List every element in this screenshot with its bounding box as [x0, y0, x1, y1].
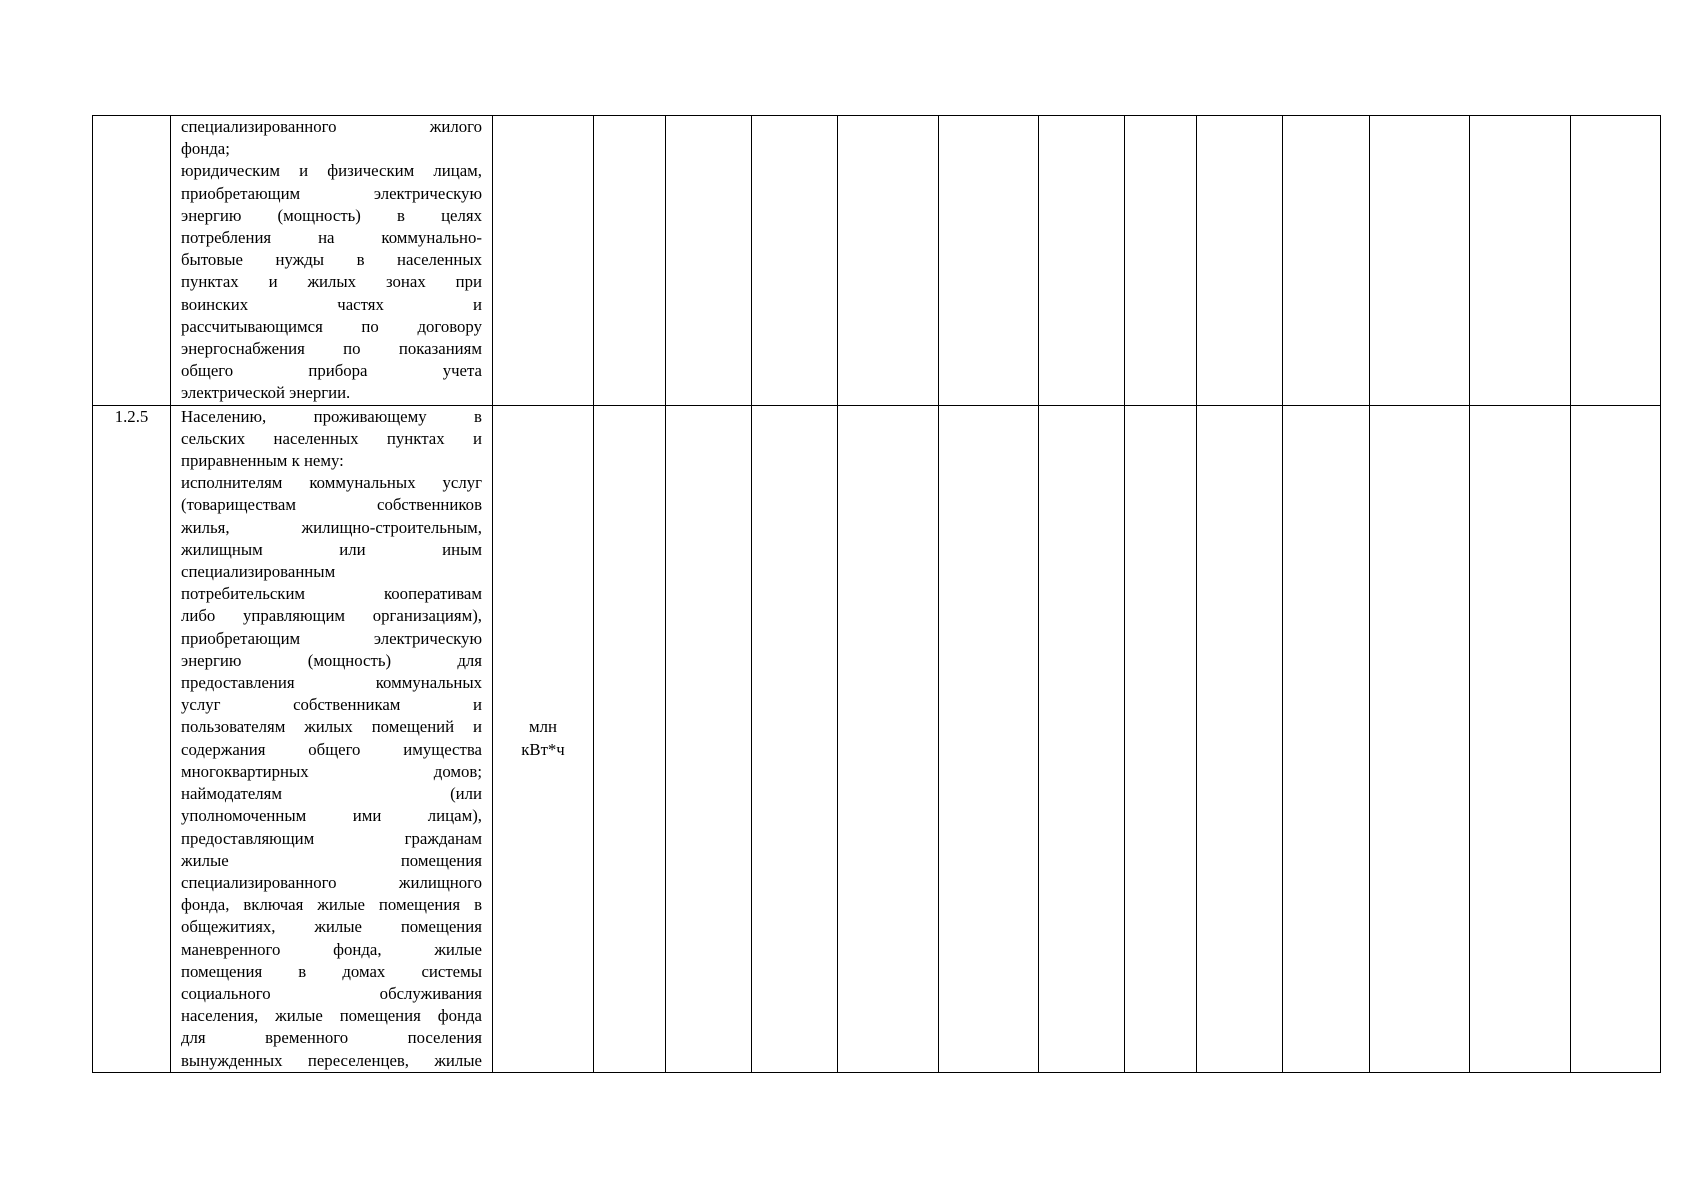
name-line: специализированного жилищного — [181, 872, 482, 892]
name-line: пунктах и жилых зонах при — [181, 272, 482, 292]
value-cell — [594, 405, 666, 1072]
name-line: приобретающим электрическую — [181, 183, 482, 203]
table-row — [93, 405, 1661, 1072]
value-cell — [752, 116, 838, 406]
value-cell — [1197, 116, 1283, 406]
value-cell — [1470, 405, 1571, 1072]
name-line: приравненным к нему: — [181, 451, 344, 471]
name-line: либо управляющим организациям), — [181, 606, 482, 626]
row-number-cell — [93, 116, 171, 406]
value-cell — [939, 405, 1039, 1072]
name-line: (товариществам собственников — [181, 495, 482, 515]
row-unit-cell — [493, 405, 594, 1072]
name-line: социального обслуживания — [181, 983, 482, 1003]
name-line: пользователям жилых помещений и — [181, 717, 482, 737]
value-cell — [1197, 405, 1283, 1072]
name-line: юридическим и физическим лицам, — [181, 161, 482, 181]
row-name-cell — [171, 405, 493, 1072]
row-number-cell: 1.2.5 — [93, 405, 171, 1072]
row-name-cell — [171, 116, 493, 406]
value-cell — [1470, 116, 1571, 406]
tariff-table — [92, 115, 1661, 1073]
name-line: специализированного жилого — [181, 117, 482, 136]
name-line: многоквартирных домов; — [181, 761, 482, 781]
value-cell — [1125, 405, 1197, 1072]
name-line: воинских частях и — [181, 294, 482, 314]
name-line: энергию (мощность) для — [181, 650, 482, 670]
value-cell — [1571, 116, 1661, 406]
value-cell — [838, 405, 939, 1072]
name-line: предоставления коммунальных — [181, 673, 482, 693]
name-line: сельских населенных пунктах и — [181, 428, 482, 448]
name-line: исполнителям коммунальных услуг — [181, 473, 482, 493]
name-line: бытовые нужды в населенных — [181, 250, 482, 270]
value-cell — [1283, 116, 1370, 406]
value-cell — [1370, 116, 1470, 406]
name-line: фонда, включая жилые помещения в — [181, 895, 482, 915]
name-line: общежитиях, жилые помещения — [181, 917, 482, 937]
name-line: энергию (мощность) в целях — [181, 205, 482, 225]
name-line: приобретающим электрическую — [181, 628, 482, 648]
value-cell — [939, 116, 1039, 406]
name-line: жилья, жилищно-строительным, — [181, 517, 482, 537]
table-row — [93, 116, 1661, 406]
name-line: предоставляющим гражданам — [181, 828, 482, 848]
name-line: маневренного фонда, жилые — [181, 939, 482, 959]
value-cell — [1039, 405, 1125, 1072]
name-line: населения, жилые помещения фонда — [181, 1006, 482, 1026]
value-cell — [1370, 405, 1470, 1072]
name-line: специализированным — [181, 562, 336, 582]
value-cell — [1283, 405, 1370, 1072]
name-line: электрической энергии. — [181, 383, 351, 403]
value-cell — [594, 116, 666, 406]
value-cell — [666, 405, 752, 1072]
value-cell — [666, 116, 752, 406]
unit-line: кВт*ч — [521, 739, 565, 759]
value-cell — [752, 405, 838, 1072]
row-unit-cell — [493, 116, 594, 406]
name-line: жилые помещения — [181, 850, 482, 870]
value-cell — [1125, 116, 1197, 406]
name-line: энергоснабжения по показаниям — [181, 339, 482, 359]
unit-line: млн — [529, 717, 557, 737]
name-line: жилищным или иным — [181, 539, 482, 559]
value-cell — [1571, 405, 1661, 1072]
value-cell — [1039, 116, 1125, 406]
name-line: помещения в домах системы — [181, 961, 482, 981]
name-line: потребительским кооперативам — [181, 584, 482, 604]
name-line: содержания общего имущества — [181, 739, 482, 759]
name-line: для временного поселения — [181, 1028, 482, 1048]
name-line: уполномоченным ими лицам), — [181, 806, 482, 826]
name-line: общего прибора учета — [181, 361, 482, 381]
name-line: услуг собственникам и — [181, 695, 482, 715]
name-line: вынужденных переселенцев, жилые — [181, 1050, 482, 1070]
name-line: наймодателям (или — [181, 784, 482, 804]
name-line: фонда; — [181, 139, 230, 159]
name-line: Населению, проживающему в — [181, 406, 482, 426]
name-line: рассчитывающимся по договору — [181, 316, 482, 336]
value-cell — [838, 116, 939, 406]
name-line: потребления на коммунально- — [181, 228, 482, 248]
